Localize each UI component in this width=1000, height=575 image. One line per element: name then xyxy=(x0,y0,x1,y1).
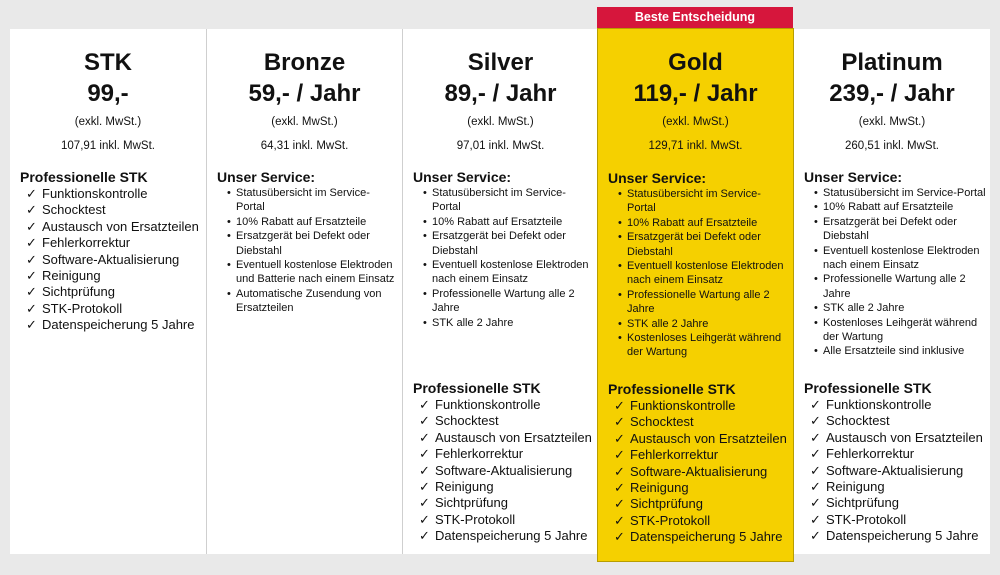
check-icon: ✓ xyxy=(614,414,625,430)
stk-item-label: Austausch von Ersatzteilen xyxy=(826,429,983,445)
stk-item-label: Reinigung xyxy=(630,480,689,496)
stk-item-label: Datenspeicherung 5 Jahre xyxy=(630,529,783,545)
check-icon: ✓ xyxy=(810,429,821,445)
stk-item xyxy=(419,430,594,446)
stk-item xyxy=(614,398,789,414)
stk-item xyxy=(419,397,594,413)
stk-item xyxy=(614,529,789,545)
stk-item xyxy=(419,479,594,495)
stk-item-label: Datenspeicherung 5 Jahre xyxy=(435,528,588,544)
stk-item-label: Sichtprüfung xyxy=(435,495,508,511)
service-item: • Ersatzgerät bei Defekt oder Diebstahl xyxy=(227,229,398,258)
check-icon: ✓ xyxy=(419,446,430,462)
stk-item-label: Fehlerkorrektur xyxy=(826,446,915,462)
stk-list xyxy=(413,397,594,545)
stk-item xyxy=(26,301,202,317)
stk-title: Professionelle STK xyxy=(608,381,736,397)
plan-price-incl: 97,01 inkl. MwSt. xyxy=(456,140,545,152)
check-icon: ✓ xyxy=(810,511,821,527)
check-icon: ✓ xyxy=(26,218,37,234)
service-item: • Professionelle Wartung alle 2 Jahre xyxy=(423,287,594,316)
service-item: • Eventuell kostenlose Elektroden nach einem Einsatz xyxy=(618,259,789,288)
service-item: • 10% Rabatt auf Ersatzteile xyxy=(814,200,986,214)
stk-list xyxy=(804,397,986,545)
service-item: • Statusübersicht im Service-Portal xyxy=(227,186,398,215)
check-icon: ✓ xyxy=(614,480,625,496)
plan-name: Platinum xyxy=(841,49,943,76)
check-icon: ✓ xyxy=(419,495,430,511)
stk-item-label: Schocktest xyxy=(826,413,890,429)
plan-price: 239,- / Jahr xyxy=(829,80,955,107)
plan-price-excl: (exkl. MwSt.) xyxy=(467,116,534,128)
check-icon: ✓ xyxy=(810,495,821,511)
stk-item xyxy=(26,252,202,268)
stk-section xyxy=(413,380,594,545)
stk-item-label: Reinigung xyxy=(435,479,494,495)
stk-item-label: Austausch von Ersatzteilen xyxy=(42,218,199,234)
check-icon: ✓ xyxy=(614,463,625,479)
stk-item xyxy=(26,202,202,218)
service-item: • 10% Rabatt auf Ersatzteile xyxy=(618,216,789,230)
plan-price-excl: (exkl. MwSt.) xyxy=(271,116,338,128)
service-item: • Professionelle Wartung alle 2 Jahre xyxy=(618,288,789,317)
stk-item-label: Schocktest xyxy=(630,414,694,430)
check-icon: ✓ xyxy=(419,413,430,429)
service-title: Unser Service: xyxy=(804,169,903,185)
plan-name: Gold xyxy=(668,49,723,76)
plan-card-bronze xyxy=(206,29,402,554)
stk-item xyxy=(810,479,986,495)
service-item: • Kostenloses Leihgerät während der Wartung xyxy=(618,331,789,360)
check-icon: ✓ xyxy=(419,397,430,412)
stk-item xyxy=(419,413,594,429)
stk-title: Professionelle STK xyxy=(20,169,148,185)
plan-price: 59,- / Jahr xyxy=(248,80,361,107)
check-icon: ✓ xyxy=(810,479,821,495)
stk-item xyxy=(810,528,986,544)
service-section xyxy=(217,169,398,316)
stk-item xyxy=(26,284,202,300)
plan-price-excl: (exkl. MwSt.) xyxy=(858,116,926,128)
check-icon: ✓ xyxy=(419,511,430,527)
plan-name: STK xyxy=(84,49,132,76)
check-icon: ✓ xyxy=(26,251,37,267)
service-item: • Eventuell kostenlose Elektroden und Batterie nach einem Einsatz xyxy=(227,258,398,287)
service-item: • STK alle 2 Jahre xyxy=(618,317,789,331)
check-icon: ✓ xyxy=(810,446,821,462)
stk-item-label: Fehlerkorrektur xyxy=(435,446,524,462)
service-title: Unser Service: xyxy=(413,169,512,185)
check-icon: ✓ xyxy=(26,235,37,251)
stk-item-label: STK-Protokoll xyxy=(42,300,123,316)
check-icon: ✓ xyxy=(26,317,37,333)
check-icon: ✓ xyxy=(614,496,625,512)
plan-price: 119,- / Jahr xyxy=(633,80,758,107)
stk-section xyxy=(608,381,789,546)
stk-item-label: Software-Aktualisierung xyxy=(826,462,964,478)
stk-item xyxy=(614,480,789,496)
service-item: • Eventuell kostenlose Elektroden nach einem Einsatz xyxy=(423,258,594,287)
check-icon: ✓ xyxy=(810,528,821,544)
stk-item xyxy=(810,397,986,413)
pricing-table xyxy=(10,29,990,554)
stk-item-label: Fehlerkorrektur xyxy=(42,235,131,251)
stk-item xyxy=(614,431,789,447)
stk-item xyxy=(614,496,789,512)
check-icon: ✓ xyxy=(614,529,625,545)
check-icon: ✓ xyxy=(614,430,625,446)
check-icon: ✓ xyxy=(26,202,37,218)
service-item: • STK alle 2 Jahre xyxy=(423,316,594,330)
plan-price: 99,- xyxy=(87,80,129,107)
plan-card-platinum xyxy=(794,29,990,554)
service-section xyxy=(804,169,986,359)
service-list xyxy=(217,186,398,316)
plan-card-silver xyxy=(402,29,598,554)
check-icon: ✓ xyxy=(419,462,430,478)
stk-item-label: Funktionskontrolle xyxy=(630,398,736,413)
service-item: • Professionelle Wartung alle 2 Jahre xyxy=(814,272,986,301)
service-list xyxy=(608,187,789,360)
check-icon: ✓ xyxy=(26,300,37,316)
check-icon: ✓ xyxy=(614,398,625,413)
stk-item-label: Austausch von Ersatzteilen xyxy=(630,430,787,446)
service-item: • Ersatzgerät bei Defekt oder Diebstahl xyxy=(618,230,789,259)
stk-item-label: Software-Aktualisierung xyxy=(42,251,180,267)
stk-item-label: Sichtprüfung xyxy=(630,496,703,512)
service-list xyxy=(413,186,594,330)
plan-price-incl: 107,91 inkl. MwSt. xyxy=(61,140,155,152)
plan-price-incl: 64,31 inkl. MwSt. xyxy=(260,140,349,152)
stk-item xyxy=(810,512,986,528)
stk-item xyxy=(614,513,789,529)
check-icon: ✓ xyxy=(810,413,821,429)
service-item: • 10% Rabatt auf Ersatzteile xyxy=(227,215,398,229)
check-icon: ✓ xyxy=(26,268,37,284)
stk-item xyxy=(419,446,594,462)
stk-item xyxy=(614,414,789,430)
best-choice-badge: Beste Entscheidung xyxy=(597,7,793,28)
stk-item xyxy=(26,317,202,333)
check-icon: ✓ xyxy=(419,479,430,495)
check-icon: ✓ xyxy=(419,429,430,445)
plan-name: Silver xyxy=(467,49,534,76)
stk-item xyxy=(810,430,986,446)
check-icon: ✓ xyxy=(26,284,37,300)
stk-item xyxy=(26,219,202,235)
service-item: • Automatische Zusendung von Ersatzteilen xyxy=(227,287,398,316)
plan-price-excl: (exkl. MwSt.) xyxy=(74,116,142,128)
plan-card-stk xyxy=(10,29,206,554)
service-item: • Statusübersicht im Service-Portal xyxy=(423,186,594,215)
stk-item-label: STK-Protokoll xyxy=(630,512,711,528)
stk-item-label: Funktionskontrolle xyxy=(42,186,148,201)
service-item: • STK alle 2 Jahre xyxy=(814,301,986,315)
service-item: • Statusübersicht im Service-Portal xyxy=(814,186,986,200)
stk-section xyxy=(804,380,986,545)
plan-card-gold xyxy=(597,28,794,562)
service-item: • Alle Ersatzteile sind inklusive xyxy=(814,344,986,358)
stk-item xyxy=(614,464,789,480)
stk-item-label: Reinigung xyxy=(826,479,885,495)
check-icon: ✓ xyxy=(614,512,625,528)
stk-list xyxy=(20,186,202,334)
plan-name: Bronze xyxy=(263,49,346,76)
stk-title: Professionelle STK xyxy=(804,380,932,396)
stk-item xyxy=(419,463,594,479)
stk-item xyxy=(26,268,202,284)
plan-price-excl: (exkl. MwSt.) xyxy=(662,116,729,128)
service-section xyxy=(413,169,594,330)
service-title: Unser Service: xyxy=(608,170,707,186)
stk-item xyxy=(810,495,986,511)
service-item: • 10% Rabatt auf Ersatzteile xyxy=(423,215,594,229)
service-section xyxy=(608,170,789,360)
stk-item-label: Datenspeicherung 5 Jahre xyxy=(826,528,979,544)
stk-item xyxy=(810,463,986,479)
stk-item xyxy=(419,495,594,511)
service-title: Unser Service: xyxy=(217,169,316,185)
service-item: • Kostenloses Leihgerät während der Wartung xyxy=(814,316,986,345)
stk-item-label: Funktionskontrolle xyxy=(435,397,541,412)
check-icon: ✓ xyxy=(614,447,625,463)
stk-item-label: Software-Aktualisierung xyxy=(630,463,768,479)
service-list xyxy=(804,186,986,359)
stk-item-label: Datenspeicherung 5 Jahre xyxy=(42,317,195,333)
service-item: • Eventuell kostenlose Elektroden nach einem Einsatz xyxy=(814,244,986,273)
stk-item-label: Fehlerkorrektur xyxy=(630,447,719,463)
stk-item xyxy=(26,186,202,202)
stk-item-label: Reinigung xyxy=(42,268,101,284)
check-icon: ✓ xyxy=(419,528,430,544)
plan-price: 89,- / Jahr xyxy=(444,80,557,107)
check-icon: ✓ xyxy=(810,397,821,412)
service-item: • Statusübersicht im Service-Portal xyxy=(618,187,789,216)
check-icon: ✓ xyxy=(26,186,37,201)
stk-item-label: STK-Protokoll xyxy=(826,511,907,527)
plan-price-incl: 129,71 inkl. MwSt. xyxy=(648,140,743,152)
stk-item xyxy=(810,413,986,429)
check-icon: ✓ xyxy=(810,462,821,478)
stk-item xyxy=(614,447,789,463)
stk-item-label: STK-Protokoll xyxy=(435,511,516,527)
stk-item xyxy=(26,235,202,251)
stk-item xyxy=(810,446,986,462)
stk-title: Professionelle STK xyxy=(413,380,541,396)
stk-item-label: Schocktest xyxy=(435,413,499,429)
stk-item-label: Sichtprüfung xyxy=(42,284,115,300)
plan-price-incl: 260,51 inkl. MwSt. xyxy=(845,140,939,152)
service-item: • Ersatzgerät bei Defekt oder Diebstahl xyxy=(423,229,594,258)
stk-item-label: Software-Aktualisierung xyxy=(435,462,573,478)
stk-item xyxy=(419,512,594,528)
stk-item-label: Austausch von Ersatzteilen xyxy=(435,429,592,445)
stk-item-label: Sichtprüfung xyxy=(826,495,899,511)
stk-section xyxy=(20,169,202,334)
stk-item-label: Schocktest xyxy=(42,202,106,218)
stk-item-label: Funktionskontrolle xyxy=(826,397,932,412)
stk-list xyxy=(608,398,789,546)
service-item: • Ersatzgerät bei Defekt oder Diebstahl xyxy=(814,215,986,244)
stk-item xyxy=(419,528,594,544)
